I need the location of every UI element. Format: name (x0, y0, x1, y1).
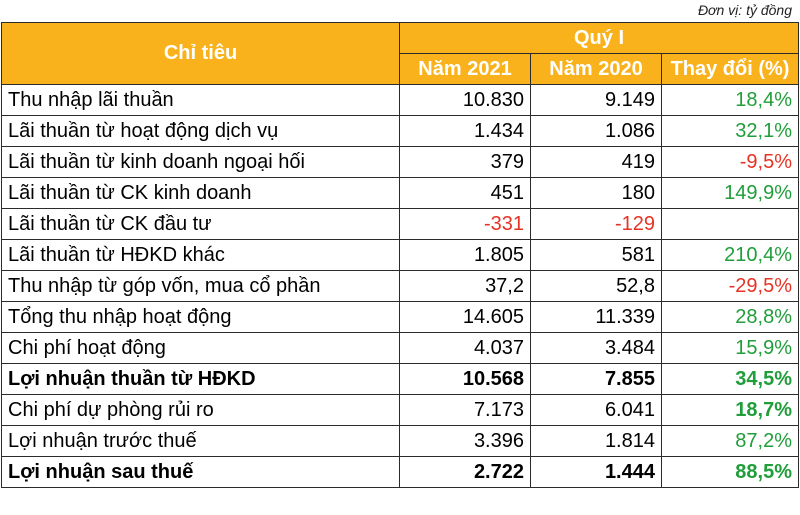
change-percent: 210,4% (662, 240, 799, 271)
value-2020: 1.814 (531, 426, 662, 457)
change-percent: 32,1% (662, 116, 799, 147)
table-body (2, 85, 799, 488)
header-change: Thay đổi (%) (662, 54, 799, 85)
value-2021: 10.830 (400, 85, 531, 116)
change-percent: 149,9% (662, 178, 799, 209)
table-row (2, 302, 799, 333)
change-percent: -9,5% (662, 147, 799, 178)
change-percent: 15,9% (662, 333, 799, 364)
header-year-2021: Năm 2021 (400, 54, 531, 85)
row-label: Lãi thuần từ HĐKD khác (2, 240, 400, 271)
change-percent: 87,2% (662, 426, 799, 457)
table-row (2, 178, 799, 209)
value-2021: 3.396 (400, 426, 531, 457)
value-2020: 180 (531, 178, 662, 209)
value-2020: -129 (531, 209, 662, 240)
change-percent: -29,5% (662, 271, 799, 302)
header-indicator: Chỉ tiêu (2, 23, 400, 85)
value-2021: 4.037 (400, 333, 531, 364)
change-percent (662, 209, 799, 240)
change-percent: 18,4% (662, 85, 799, 116)
value-2021: 379 (400, 147, 531, 178)
table-row (2, 116, 799, 147)
value-2020: 1.444 (531, 457, 662, 488)
value-2020: 6.041 (531, 395, 662, 426)
change-percent: 28,8% (662, 302, 799, 333)
row-label: Tổng thu nhập hoạt động (2, 302, 400, 333)
row-label: Lãi thuần từ hoạt động dịch vụ (2, 116, 400, 147)
value-2021: 451 (400, 178, 531, 209)
value-2021: 14.605 (400, 302, 531, 333)
change-percent: 88,5% (662, 457, 799, 488)
unit-note: Đơn vị: tỷ đồng (697, 2, 792, 18)
table-header (2, 23, 799, 85)
table-row (2, 240, 799, 271)
value-2020: 11.339 (531, 302, 662, 333)
row-label: Lãi thuần từ kinh doanh ngoại hối (2, 147, 400, 178)
row-label: Chi phí dự phòng rủi ro (2, 395, 400, 426)
table-row (2, 457, 799, 488)
value-2020: 9.149 (531, 85, 662, 116)
row-label: Lợi nhuận thuần từ HĐKD (2, 364, 400, 395)
change-percent: 18,7% (662, 395, 799, 426)
table-row (2, 85, 799, 116)
value-2020: 419 (531, 147, 662, 178)
value-2020: 1.086 (531, 116, 662, 147)
row-label: Thu nhập từ góp vốn, mua cổ phần (2, 271, 400, 302)
value-2021: 1.805 (400, 240, 531, 271)
table-row (2, 209, 799, 240)
value-2021: 2.722 (400, 457, 531, 488)
table-row (2, 395, 799, 426)
value-2020: 581 (531, 240, 662, 271)
table-row (2, 426, 799, 457)
row-label: Chi phí hoạt động (2, 333, 400, 364)
value-2020: 7.855 (531, 364, 662, 395)
change-percent: 34,5% (662, 364, 799, 395)
table-row (2, 333, 799, 364)
row-label: Lợi nhuận sau thuế (2, 457, 400, 488)
header-quarter: Quý I (400, 23, 799, 54)
value-2020: 3.484 (531, 333, 662, 364)
value-2021: 7.173 (400, 395, 531, 426)
value-2021: 1.434 (400, 116, 531, 147)
value-2021: 37,2 (400, 271, 531, 302)
financial-table (1, 22, 799, 488)
table-row (2, 364, 799, 395)
table-row (2, 271, 799, 302)
row-label: Lãi thuần từ CK kinh doanh (2, 178, 400, 209)
value-2021: 10.568 (400, 364, 531, 395)
header-year-2020: Năm 2020 (531, 54, 662, 85)
table-row (2, 147, 799, 178)
row-label: Thu nhập lãi thuần (2, 85, 400, 116)
row-label: Lãi thuần từ CK đầu tư (2, 209, 400, 240)
value-2021: -331 (400, 209, 531, 240)
value-2020: 52,8 (531, 271, 662, 302)
row-label: Lợi nhuận trước thuế (2, 426, 400, 457)
